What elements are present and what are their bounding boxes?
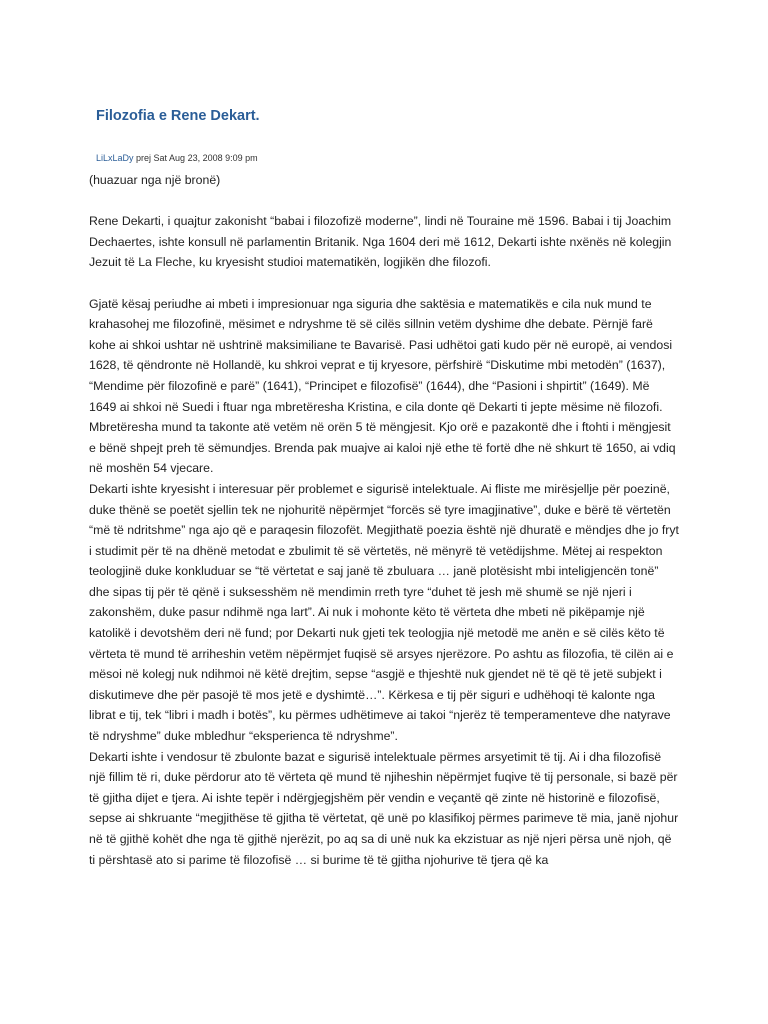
post-title: Filozofia e Rene Dekart. bbox=[96, 108, 260, 124]
paragraph-intellectual-certainty: Dekarti ishte kryesisht i interesuar për problemet e sigurisë intelektuale. Ai fliste me mirësjellje për poezinë, duke thënë se poetët sjellin tek ne njohuritë nëpërmjet “forcës së tyre imagjinative”, duke e bërë të vërtetën “më të ndritshme” nga ajo që e paraqesin filozofët. Megjithatë poezia është një dhuratë e mëndjes dhe jo fryt i studimit për të na dhënë metodat e zbulimit të së vërtetës, në mënyrë të vetëdijshme. Mëtej ai respekton teologjinë duke konkluduar se “të vërtetat e saj janë të zbuluara … janë plotësisht mbi inteligjencën tonë” dhe sipas tij për të qënë i suksesshëm në mendimin rreth tyre “duhet të jesh më shumë se një njeri i zakonshëm, duke pasur ndihmë nga lart”. Ai nuk i mohonte këto të vërteta dhe mbeti në pikëpamje një katolikë i devotshëm deri në fund; por Dekarti nuk gjeti tek teologjia një metodë me anën e së cilës këto të vërteta të mund të arriheshin vetëm nëpërmjet fuqisë së arsyes njerëzore. Po ashtu as filozofia, të cilën ai e mësoi në kolegj nuk ndihmoi në këtë drejtim, sepse “asgjë e thjeshtë nuk gjendet në të që të jetë subjekt i diskutimeve dhe për pasojë të mos jetë e dyshimtë…”. Kërkesa e tij për siguri e udhëhoqi të kalonte nga librat e tij, tek “libri i madh i botës”, ku përmes udhëtimeve ai takoi “njerëz të temperamenteve dhe natyrave të ndryshme” duke mbledhur “eksperienca të ndryshme”. bbox=[89, 481, 679, 744]
paragraph-spacer bbox=[89, 191, 679, 212]
paragraph-philosophy-foundation: Dekarti ishte i vendosur të zbulonte bazat e sigurisë intelektuale përmes arsyetimit të tij. Ai i dha filozofisë një fillim të ri, duke përdorur ato të vërteta që mund të njiheshin nëpërmjet fuqive të tij personale, si bazë për të gjitha dijet e tjera. Ai ishte tepër i ndërgjegjshëm për vendin e veçantë që zinte në historinë e filozofisë, sepse ai shkruante “megjithëse të gjitha të vërtetat, që unë po klasifikoj përmes parimeve të mia, janë njohur në të gjithë kohët dhe nga të gjithë njerëzit, po aq sa di unë nuk ka ekzistuar as një njeri përsa unë njoh, që ti përshtasë ato si parime të filozofisë … si burime të të gjitha njohurive të tjera që ka bbox=[89, 749, 679, 867]
source-note: (huazuar nga një bronë) bbox=[89, 173, 221, 187]
paragraph-intro: Rene Dekarti, i quajtur zakonisht “babai i filozofizë moderne”, lindi në Touraine më 1596. Babai i tij Joachim Dechaertes, ishte konsull në parlamentin Britanik. Nga 1604 deri më 1612, Dekarti ishte nxënës në kolegjin Jezuit të La Fleche, ku kryesisht studioi matematikën, logjikën dhe filozofi. bbox=[89, 214, 672, 270]
author-link[interactable]: LiLxLaDy bbox=[96, 153, 134, 163]
paragraph-spacer bbox=[89, 273, 679, 294]
post-date: prej Sat Aug 23, 2008 9:09 pm bbox=[133, 153, 258, 163]
paragraph-biography: Gjatë kësaj periudhe ai mbeti i impresionuar nga siguria dhe saktësia e matematikës e cila nuk mund te krahasohej me filozofinë, mësimet e ndryshme të së cilës sillnin vetëm dyshime dhe debate. Përnjë farë kohe ai shkoi ushtar në ushtrinë maksimiliane te Bavarisë. Pasi udhëtoi gati kudo për në europë, ai vendosi 1628, të qëndronte në Hollandë, ku shkroi veprat e tij kryesore, përfshirë “Diskutime mbi metodën” (1637), “Mendime për filozofinë e parë” (1641), “Principet e filozofisë” (1644), dhe “Pasioni i shpirtit” (1649). Më 1649 ai shkoi në Suedi i ftuar nga mbretëresha Kristina, e cila donte që Dekarti ti jepte mësime në filozofi. Mbretëresha mund ta takonte atë vetëm në orën 5 të mëngjesit. Kjo orë e pazakontë dhe i ftohti i mëngjesit e bënë shpejt preh të sëmundjes. Brenda pak muajve ai kaloi një ethe të fortë dhe në shkurt të 1650, ai vdiq në moshën 54 vjecare. bbox=[89, 296, 676, 476]
post-body bbox=[89, 170, 679, 870]
post-meta bbox=[96, 153, 258, 163]
